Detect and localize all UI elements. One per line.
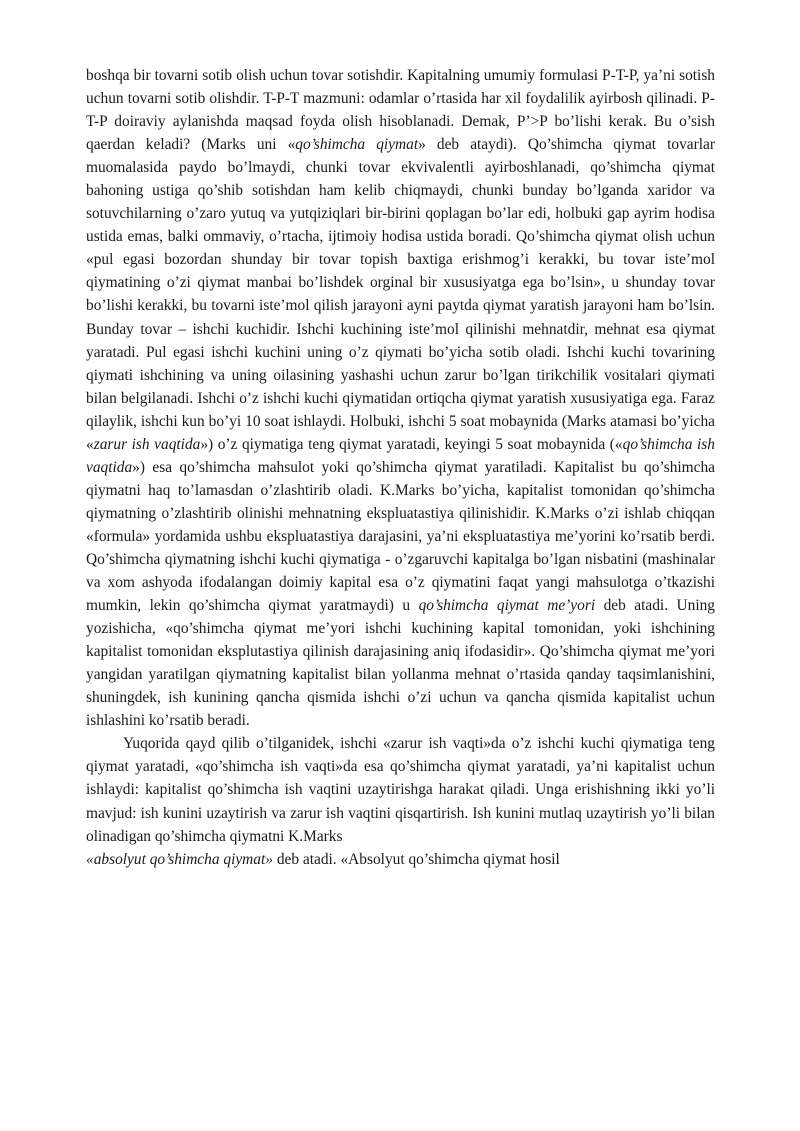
text-segment: ») o’z qiymatiga teng qiymat yaratadi, keyingi 5 soat mobaynida (« — [200, 435, 623, 453]
text-segment: » deb ataydi). Qo’shimcha qiymat tovarlar muomalasida paydo bo’lmaydi, chunki tovar ekvivalentli ayirboshlanadi, qo’shimcha qiymat bahoning ustiga qo’shib sotishdan ham kelib chiqmaydi, chunki bunday bo’lganda xaridor va sotuvchilarning o’zaro yutuq va yutqiziqlari bir-birini qoplagan bo’lar edi, holbuki gap ayrim hodisa ustida emas, balki ommaviy, o’rtacha, ijtimoiy hodisa ustida boradi. Qo’shimcha qiymat olish uchun «pul egasi bozordan shunday bir tovar topish baxtiga erishmog’i kerakki, bu tovar iste’mol qiymatining o’zi qiymat manbai bo’lishdek orginal bir xususiyatga ega bo’lsin», u shunday tovar bo’lishi kerakki, bu tovarni iste’mol qilish jarayoni ayni paytda qiymat yaratish jarayoni ham bo’lsin. Bunday tovar – ishchi kuchidir. Ishchi kuchining iste’mol qilinishi mehnatdir, mehnat esa qiymat yaratadi. Pul egasi ishchi kuchini uning o’z qiymati bo’yicha sotib oladi. Ishchi kuchi tovarining qiymati ishchining va uning oilasining yashashi uchun zarur bo’lgan tirikchilik vositalari qiymati bilan belgilanadi. Ishchi o’z ishchi kuchi qiymatidan ortiqcha qiymat yaratish xususiyatiga ega. Faraz qilaylik, ishchi kun bo’yi 10 soat ishlaydi. Holbuki, ishchi 5 soat mobaynida (Marks atamasi bo’yicha « — [86, 136, 715, 453]
italic-term: qo’shimcha ish vaqtida — [86, 435, 715, 476]
document-page — [86, 64, 715, 871]
italic-term: qo’shimcha qiymat — [295, 136, 419, 154]
italic-term: «absolyut qo’shimcha qiymat» — [86, 850, 273, 868]
text-segment: ») esa qo’shimcha mahsulot yoki qo’shimcha qiymat yaratiladi. Kapitalist bu qo’shimcha qiymatni haq to’lamasdan o’zlashtirib oladi. K.Marks bo’yicha, kapitalist tomonidan qo’shimcha qiymatning o’zlashtirib olinishi mehnatning ekspluatastiya qilinishidir. K.Marks o’zi ishlab chiqqan «formula» yordamida ushbu ekspluatastiya darajasini, ya’ni ekspluatastiya me’yorini ko’rsatib berdi. Qo’shimcha qiymatning ishchi kuchi qiymatiga - o’zgaruvchi kapitalga bo’lgan nisbatini (mashinalar va xom ashyoda ifodalangan doimiy kapital esa o’z qiymatini faqat yangi mahsulotga o’tkazishi mumkin, lekin qo’shimcha qiymat yaratmaydi) u — [86, 458, 715, 615]
text-segment: boshqa bir tovarni sotib olish uchun tovar sotishdir. Kapitalning umumiy formulasi P-T-P, ya’ni sotish uchun tovarni sotib olishdir. T-P-T mazmuni: odamlar o’rtasida har xil foydalilik ayirbosh qilinadi. P-T-P doiraviy aylanishda maqsad foyda olish hisoblanadi. Demak, P’>P bo’lishi kerak. Bu o’sish qaerdan keladi? (Marks uni « — [86, 67, 715, 154]
text-segment: deb atadi. Uning yozishicha, «qo’shimcha qiymat me’yori ishchi kuchining kapital tomonidan, yoki ishchining kapitalist tomonidan eksplutastiya qilinish darajasining aniq ifodasidir». Qo’shimcha qiymat me’yori yangidan yaratilgan qiymatning kapitalist bilan yollanma mehnat o’rtasida qanday taqsimlanishini, shuningdek, ish kunining qancha qismida ishchi o’zi uchun va qancha qismida kapitalist uchun ishlashini ko’rsatib beradi. — [86, 597, 716, 730]
paragraph-body-1 — [86, 64, 715, 732]
italic-term: qo’shimcha qiymat me’yori — [418, 597, 596, 615]
text-segment: deb atadi. «Absolyut qo’shimcha qiymat hosil — [272, 850, 560, 868]
text-segment: Yuqorida qayd qilib o’tilganidek, ishchi «zarur ish vaqti»da o’z ishchi kuchi qiymatiga teng qiymat yaratadi, «qo’shimcha ish vaqti»da esa qo’shimcha qiymat yaratadi, ya’ni kapitalist uchun ishlaydi: kapitalist qo’shimcha ish vaqtini uzaytirishga harakat qiladi. Unga erishishning ikki yo’li mavjud: ish kunini uzaytirish va zarur ish vaqtini qisqartirish. Ish kunini mutlaq uzaytirish yo’li bilan olinadigan qo’shimcha qiymatni K.Marks — [86, 735, 715, 845]
paragraph-body-3 — [86, 848, 715, 871]
paragraph-body-2 — [86, 732, 715, 847]
italic-term: zarur ish vaqtida — [93, 435, 201, 453]
